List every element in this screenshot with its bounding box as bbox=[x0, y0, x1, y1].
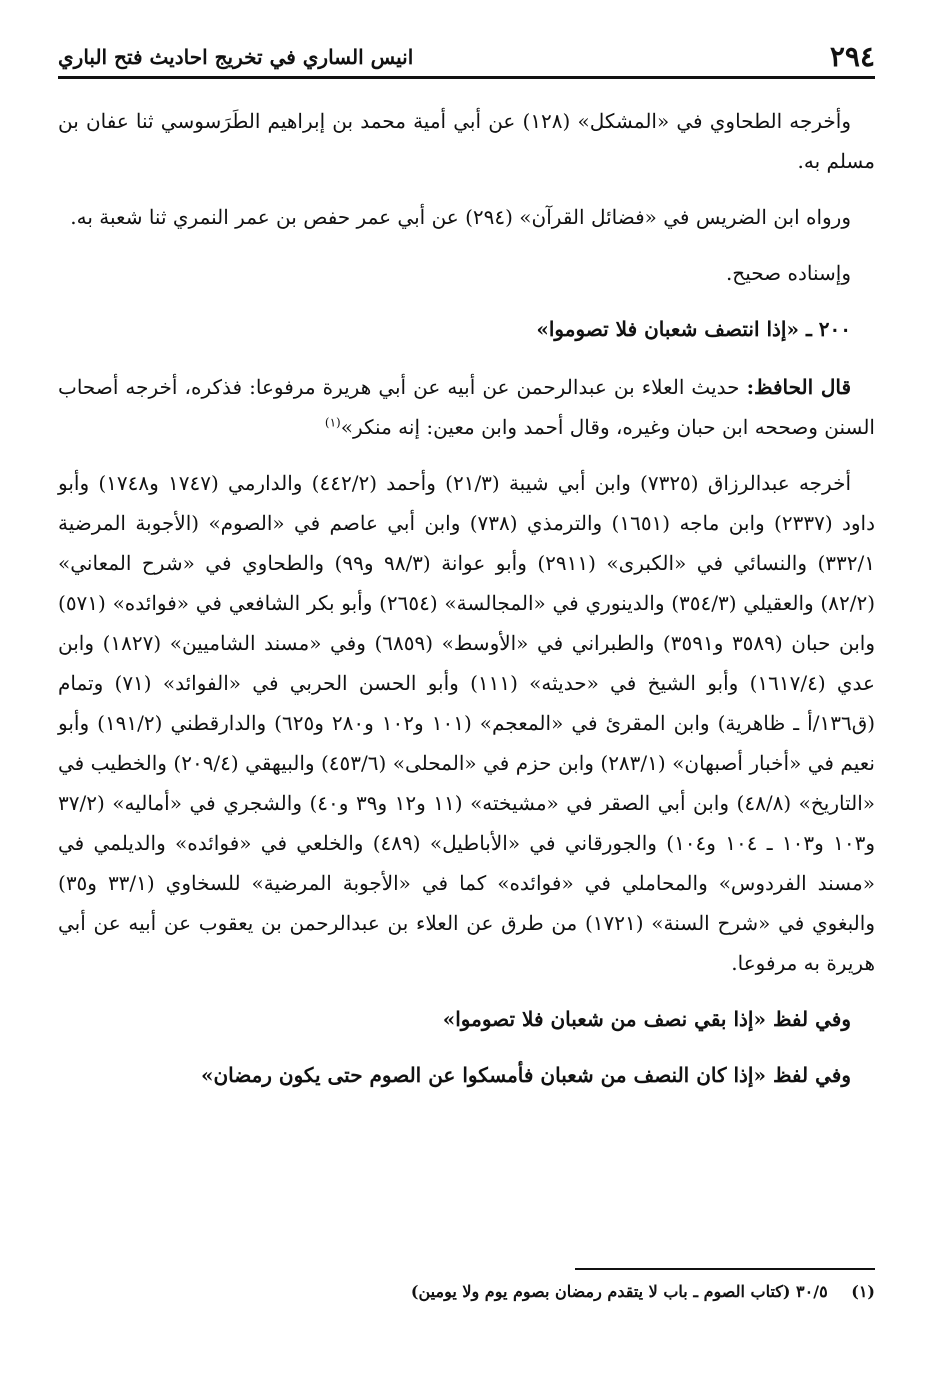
footnote bbox=[58, 1278, 875, 1306]
paragraph-lafz-1: وفي لفظ «إذا بقي نصف من شعبان فلا تصوموا» bbox=[442, 1007, 851, 1031]
page-header bbox=[58, 40, 875, 74]
paragraph-tahawi: وأخرجه الطحاوي في «المشكل» (١٢٨) عن أبي أمية محمد بن إبراهيم الطَرَسوسي ثنا عفان بن مسلم به. bbox=[58, 109, 875, 173]
footnote-marker: (١) bbox=[324, 415, 341, 430]
paragraph-isnad: وإسناده صحيح. bbox=[725, 261, 851, 285]
page-number: ٢٩٤ bbox=[829, 40, 875, 73]
paragraph-takhrij: أخرجه عبدالرزاق (٧٣٢٥) وابن أبي شيبة (٢١/٣) وأحمد (٤٤٢/٢) والدارمي (١٧٤٧ و١٧٤٨) وأبو داود (٢٣٣٧) وابن ماجه (١٦٥١) والترمذي (٧٣٨) وابن أبي عاصم في «الصوم» (الأجوبة المرضية ٣٣٢/١) والنسائي في «الكبرى» (٢٩١١) وأبو عوانة (٩٨/٣ و٩٩) والطحاوي في «شرح المعاني» (٨٢/٢) والعقيلي (٣٥٤/٣) والدينوري في «المجالسة» (٢٦٥٤) وأبو بكر الشافعي في «فوائده» (٥٧١) وابن حبان (٣٥٨٩ و٣٥٩١) والطبراني في «الأوسط» (٦٨٥٩) وفي «مسند الشاميين» (١٨٢٧) وابن عدي (١٦١٧/٤) وأبو الشيخ في «حديثه» (١١١) وأبو الحسن الحربي في «الفوائد» (٧١) وتمام (ق١٣٦/أ ـ ظاهرية) وابن المقرئ في «المعجم» (١٠١ و١٠٢ و٢٨٠ و٦٢٥) والدارقطني (١٩١/٢) وأبو نعيم في «أخبار أصبهان» (٢٨٣/١) وابن حزم في «المحلى» (٤٥٣/٦) والبيهقي (٢٠٩/٤) والخطيب في «التاريخ» (٤٨/٨) وابن أبي الصقر في «مشيخته» (١١ و١٢ و٣٩ و٤٠) والشجري في «أماليه» (٣٧/٢ و١٠٣ و١٠٣ ـ ١٠٤ و١٠٤) والجورقاني في «الأباطيل» (٤٨٩) والخلعي في «فوائده» والديلمي في «مسند الفردوس» والمحاملي في «فوائده» كما في «الأجوبة المرضية» للسخاوي (٣٣/١ و٣٥) والبغوي في «شرح السنة» (١٧٢١) من طرق عن العلاء بن عبدالرحمن بن يعقوب عن أبيه عن أبي هريرة به مرفوعا. bbox=[58, 471, 876, 975]
paragraph-hafiz bbox=[58, 367, 875, 447]
hafiz-text: حديث العلاء بن عبدالرحمن عن أبيه عن أبي هريرة مرفوعا: فذكره، أخرجه أصحاب السنن وصححه ابن حبان وغيره، وقال أحمد وابن معين: إنه منكر» bbox=[58, 375, 875, 439]
footnote-number: (١) bbox=[851, 1282, 875, 1301]
hafiz-label: قال الحافظ: bbox=[746, 375, 852, 399]
footnote-rule bbox=[575, 1268, 875, 1270]
header-rule bbox=[58, 76, 875, 79]
book-title: انيس الساري في تخريج احاديث فتح الباري bbox=[58, 45, 414, 69]
hadith-heading: ٢٠٠ ـ «إذا انتصف شعبان فلا تصوموا» bbox=[536, 317, 851, 341]
footnote-text: ٣٠/٥ (كتاب الصوم ـ باب لا يتقدم رمضان بصوم يوم ولا يومين) bbox=[410, 1282, 828, 1301]
paragraph-lafz-2: وفي لفظ «إذا كان النصف من شعبان فأمسكوا عن الصوم حتى يكون رمضان» bbox=[200, 1063, 851, 1087]
page-body bbox=[58, 101, 875, 1095]
paragraph-ibn-durays: ورواه ابن الضريس في «فضائل القرآن» (٢٩٤) عن أبي عمر حفص بن عمر النمري ثنا شعبة به. bbox=[70, 205, 851, 229]
